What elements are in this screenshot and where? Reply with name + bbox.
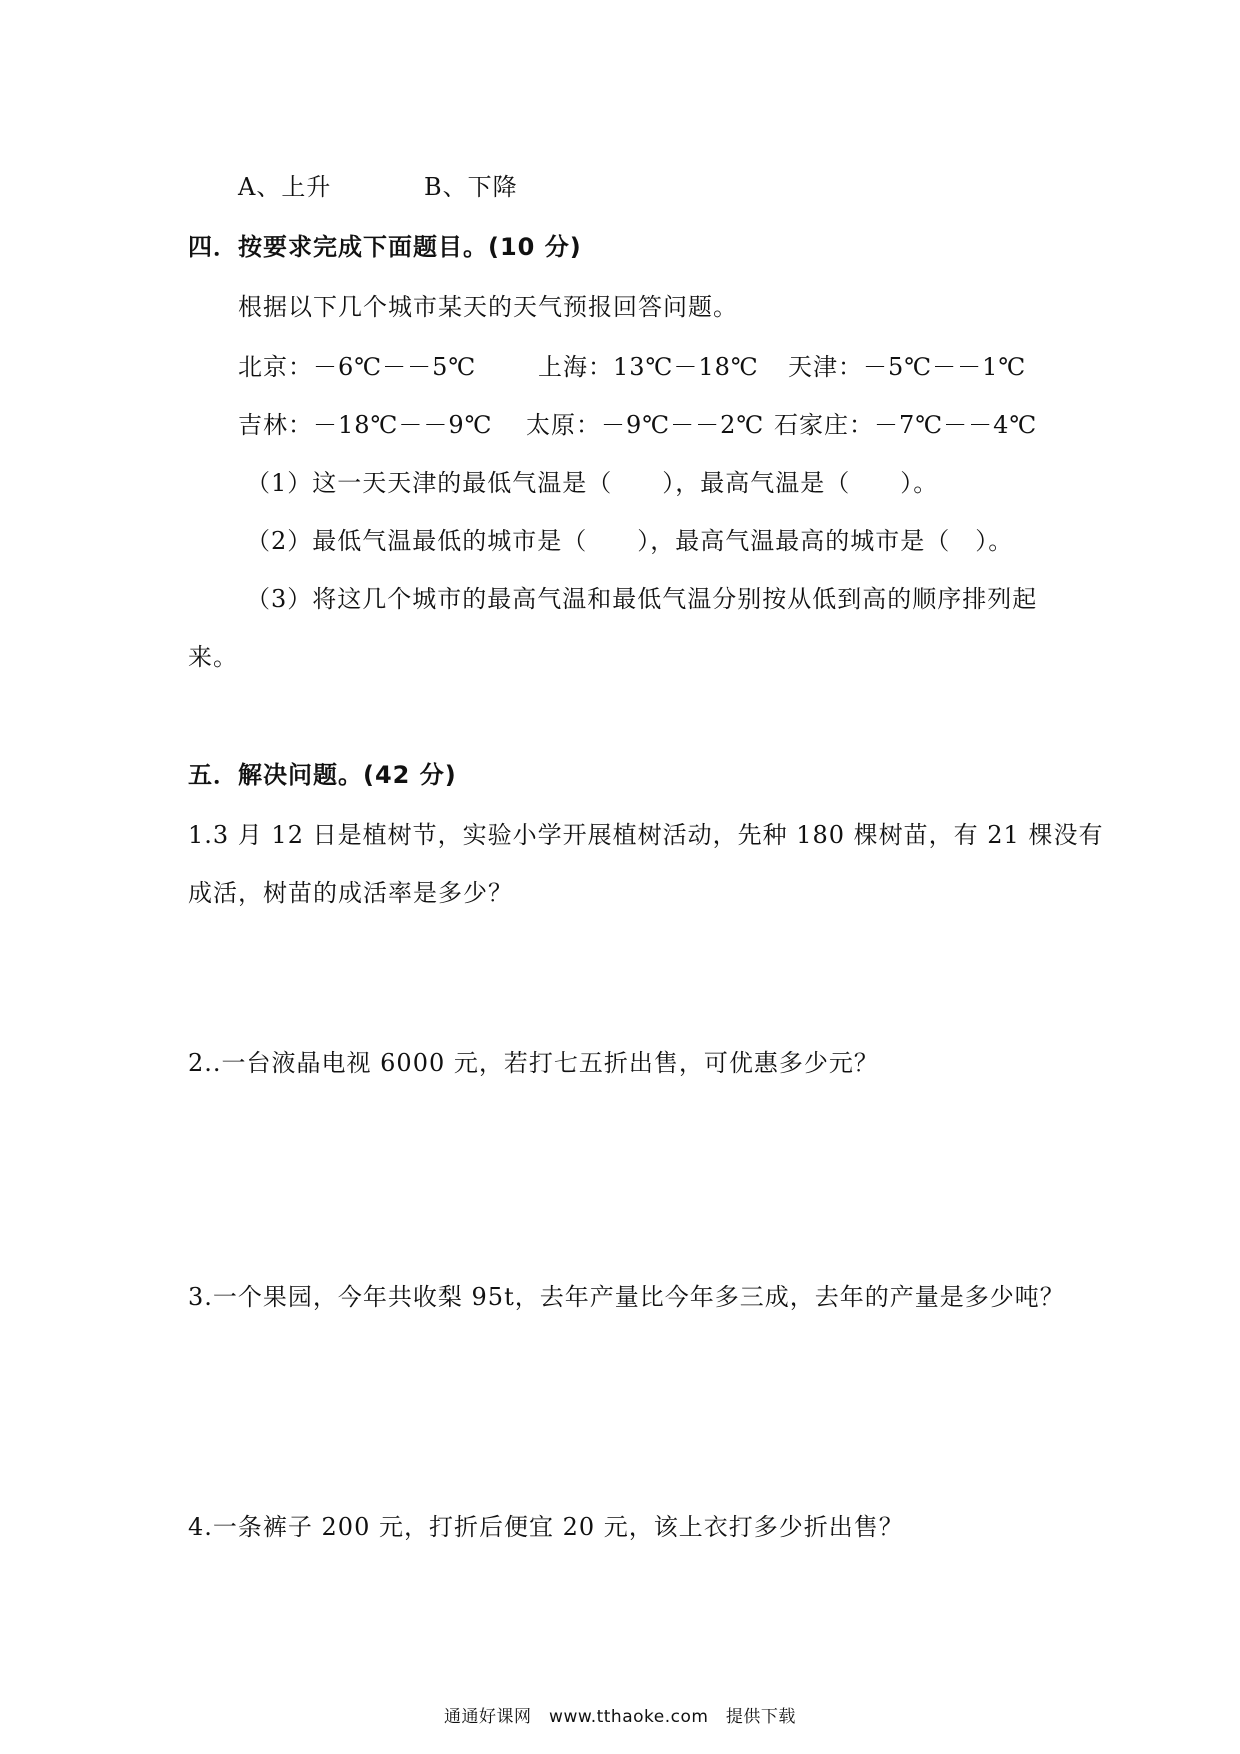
question-3: （3）将这几个城市的最高气温和最低气温分别按从低到高的顺序排列起 [246,585,1038,613]
section4-intro: 根据以下几个城市某天的天气预报回答问题。 [238,293,738,321]
problem-4: 4.一条裤子 200 元，打折后便宜 20 元，该上衣打多少折出售？ [188,1513,904,1541]
problem-3: 3.一个果园，今年共收梨 95t，去年产量比今年多三成，去年的产量是多少吨？ [188,1283,1065,1311]
problem-1-continued: 成活，树苗的成活率是多少？ [188,879,513,907]
weather-jilin: 吉林：－18℃－－9℃ [238,411,493,439]
weather-taiyuan: 太原：－9℃－－2℃ [526,411,765,439]
weather-shanghai: 上海：13℃－18℃ [538,353,759,381]
section5-heading: 五．解决问题。(42 分) [188,761,457,789]
problem-1: 1.3 月 12 日是植树节，实验小学开展植树活动，先种 180 棵树苗，有 21 棵没有 [188,821,1104,849]
weather-tianjin: 天津：－5℃－－1℃ [788,353,1027,381]
weather-shijiazhuang: 石家庄：－7℃－－4℃ [774,411,1038,439]
problem-2: 2..一台液晶电视 6000 元，若打七五折出售，可优惠多少元？ [188,1049,879,1077]
question-3-continued: 来。 [188,643,238,671]
option-a: A、上升 [238,173,332,201]
option-b: B、下降 [424,173,518,201]
weather-beijing: 北京：－6℃－－5℃ [238,353,477,381]
section4-heading: 四．按要求完成下面题目。(10 分) [188,233,582,261]
page-footer: 通通好课网 www.tthaoke.com 提供下载 [444,1707,796,1727]
question-1: （1）这一天天津的最低气温是（ ），最高气温是（ ）。 [246,469,939,497]
question-2: （2）最低气温最低的城市是（ ），最高气温最高的城市是（ ）。 [246,527,1014,555]
